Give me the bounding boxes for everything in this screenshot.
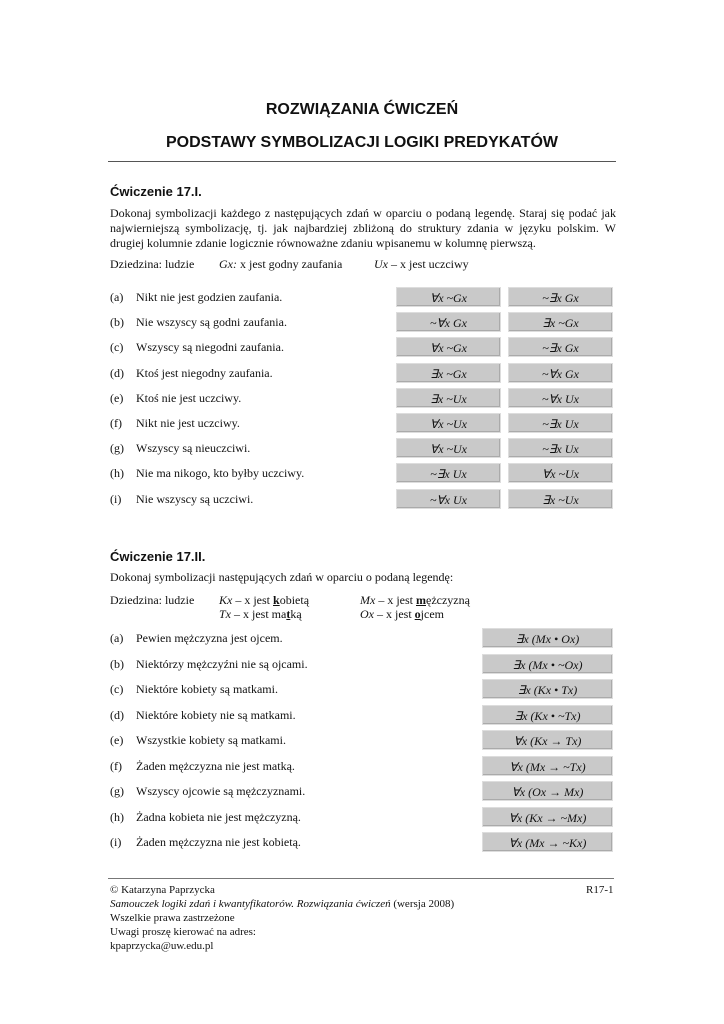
ex1-instructions: Dokonaj symbolizacji każdego z następujących zdań w oparciu o podaną legendę. Staraj się podać jak najwierniejszą symbolizację, tj. jak najbardziej zbliżoną do struktury zdania w języku polskim. W drugiej kolumnie zdanie logicznie równoważne zdaniu wpisanemu w kolumnę pierwszą. (110, 206, 616, 250)
footer-copyright: © Katarzyna Paprzycka (110, 884, 215, 896)
footer-page-number: R17-1 (586, 884, 614, 896)
ex2-instructions: Dokonaj symbolizacji następujących zdań w oparciu o podaną legendę: (110, 570, 454, 584)
formula-cell: ∃x (Mx • ~Ox) (482, 654, 613, 674)
formula-cell: ∃x (Kx • Tx) (482, 679, 613, 699)
formula-cell-col1: ~∀x Gx (396, 312, 501, 332)
table-row (110, 363, 390, 383)
row-label: (h) (110, 809, 124, 824)
formula-cell: ∀x (Kx → Tx) (482, 730, 613, 750)
row-label: (c) (110, 340, 124, 355)
formula-cell: ∃x (Mx • Ox) (482, 628, 613, 648)
formula-cell: ∀x (Mx → ~Kx) (482, 832, 613, 852)
row-sentence: Ktoś jest niegodny zaufania. (136, 365, 273, 380)
formula-cell-col1: ∀x ~Gx (396, 337, 501, 357)
ex1-legend-g (219, 257, 342, 272)
ex1-legend-u (374, 257, 469, 272)
ex2-legend-o-rest: jcem (420, 607, 444, 621)
table-row (110, 756, 470, 776)
formula-cell-col2: ~∀x Ux (508, 388, 613, 408)
ex2-legend-k-symbol: Kx (219, 593, 233, 607)
row-label: (f) (110, 758, 122, 773)
row-sentence: Żaden mężczyzna nie jest kobietą. (136, 835, 301, 849)
page-title: ROZWIĄZANIA ĆWICZEŃ (265, 101, 459, 118)
formula-cell-col1: ~∀x Ux (396, 489, 501, 509)
formula-cell: ∀x (Mx → ~Tx) (482, 756, 613, 776)
row-sentence: Pewien mężczyzna jest ojcem. (136, 631, 283, 645)
footer-book (110, 898, 454, 911)
table-row (110, 312, 390, 332)
row-label: (d) (110, 707, 124, 722)
ex2-legend-k-key: k (273, 593, 280, 607)
row-sentence: Ktoś nie jest uczciwy. (136, 390, 242, 405)
table-row (110, 832, 470, 852)
table-row (110, 337, 390, 357)
table-row (110, 781, 470, 801)
ex2-legend-m-key: m (416, 593, 426, 607)
footer-contact: Uwagi proszę kierować na adres: (110, 926, 256, 938)
ex2-legend-m-text: – x jest (375, 593, 416, 607)
row-label: (h) (110, 466, 124, 481)
ex2-legend-k (219, 593, 309, 608)
row-label: (c) (110, 682, 124, 696)
row-label: (f) (110, 416, 122, 430)
formula-cell-col2: ~∃x Gx (508, 337, 613, 357)
row-sentence: Nie ma nikogo, kto byłby uczciwy. (136, 466, 305, 481)
table-row (110, 679, 470, 699)
formula-cell-col2: ~∃x Ux (508, 413, 613, 433)
table-row (110, 628, 470, 648)
footer-version: (wersja 2008) (390, 898, 455, 910)
formula-cell-col1: ∃x ~Ux (396, 388, 501, 408)
row-sentence: Nikt nie jest uczciwy. (136, 416, 240, 430)
row-sentence: Niektóre kobiety nie są matkami. (136, 707, 296, 722)
ex2-legend-o (360, 607, 444, 622)
footer-book-title: Samouczek logiki zdań i kwantyfikatorów. Rozwiązania ćwiczeń (110, 898, 391, 910)
row-label: (e) (110, 733, 124, 747)
row-label: (i) (110, 835, 122, 849)
row-sentence: Żadna kobieta nie jest mężczyzną. (136, 809, 301, 824)
ex2-legend-t (219, 607, 302, 622)
table-row (110, 463, 390, 483)
formula-cell-col2: ∃x ~Ux (508, 489, 613, 509)
ex1-legend-u-symbol: Ux (374, 257, 388, 271)
formula-cell-col1: ∀x ~Ux (396, 438, 501, 458)
formula-cell-col1: ∀x ~Ux (396, 413, 501, 433)
row-sentence: Nikt nie jest godzien zaufania. (136, 290, 283, 304)
row-label: (b) (110, 656, 124, 671)
row-sentence: Niektórzy mężczyźni nie są ojcami. (136, 656, 308, 671)
table-row (110, 489, 390, 509)
formula-cell: ∀x (Ox → Mx) (482, 781, 613, 801)
table-row (110, 438, 390, 458)
ex2-heading: Ćwiczenie 17.II. (110, 549, 206, 564)
footer-divider (108, 878, 614, 879)
ex2-legend-t-key: t (286, 607, 291, 621)
row-sentence: Niektóre kobiety są matkami. (136, 682, 278, 696)
formula-cell-col2: ∀x ~Ux (508, 463, 613, 483)
formula-cell-col1: ∀x ~Gx (396, 287, 501, 307)
row-sentence: Wszyscy są nieuczciwi. (136, 441, 251, 456)
formula-cell-col1: ∃x ~Gx (396, 363, 501, 383)
row-label: (g) (110, 784, 124, 798)
formula-cell: ∀x (Kx → ~Mx) (482, 807, 613, 827)
ex1-legend-domain: Dziedzina: ludzie (110, 257, 195, 271)
row-label: (i) (110, 491, 122, 506)
table-row (110, 705, 470, 725)
ex2-legend-k-text: – x jest (232, 593, 274, 607)
ex2-legend-t-text: – x jest ma (231, 607, 287, 621)
ex2-legend-m (360, 593, 470, 608)
row-label: (a) (110, 290, 124, 304)
ex2-legend-k-rest: obietą (279, 593, 310, 607)
row-label: (e) (110, 390, 124, 405)
ex1-legend-g-definition: x jest godny zaufania (237, 257, 343, 271)
ex2-legend-domain: Dziedzina: ludzie (110, 593, 195, 607)
row-sentence: Nie wszyscy są godni zaufania. (136, 315, 287, 330)
row-sentence: Nie wszyscy są uczciwi. (136, 491, 254, 506)
row-sentence: Wszyscy są niegodni zaufania. (136, 340, 284, 355)
row-sentence: Wszyscy ojcowie są mężczyznami. (136, 784, 306, 798)
table-row (110, 807, 470, 827)
ex1-legend-u-definition: – x jest uczciwy (388, 257, 469, 271)
page-subtitle: PODSTAWY SYMBOLIZACJI LOGIKI PREDYKATÓW (165, 134, 558, 151)
footer-email[interactable]: kpaprzycka@uw.edu.pl (110, 940, 214, 952)
ex1-legend-g-symbol: Gx: (219, 257, 237, 271)
ex2-legend-o-key: o (414, 607, 421, 621)
ex2-legend-o-text: – x jest (374, 607, 415, 621)
title-divider (108, 161, 616, 162)
formula-cell-col1: ~∃x Ux (396, 463, 501, 483)
formula-cell-col2: ~∀x Gx (508, 363, 613, 383)
ex2-legend-t-rest: ką (290, 607, 302, 621)
table-row (110, 654, 470, 674)
formula-cell: ∃x (Kx • ~Tx) (482, 705, 613, 725)
row-label: (g) (110, 441, 124, 456)
table-row (110, 413, 390, 433)
table-row (110, 287, 390, 307)
row-label: (a) (110, 631, 124, 645)
table-row (110, 730, 470, 750)
row-sentence: Żaden mężczyzna nie jest matką. (136, 758, 295, 773)
row-sentence: Wszystkie kobiety są matkami. (136, 733, 286, 747)
ex2-legend-o-symbol: Ox (360, 607, 374, 621)
ex1-heading: Ćwiczenie 17.I. (110, 184, 202, 199)
row-label: (b) (110, 315, 124, 330)
footer-rights: Wszelkie prawa zastrzeżone (110, 912, 235, 924)
formula-cell-col2: ∃x ~Gx (508, 312, 613, 332)
ex2-legend-m-symbol: Mx (360, 593, 376, 607)
ex2-legend-t-symbol: Tx (219, 607, 231, 621)
formula-cell-col2: ~∃x Gx (508, 287, 613, 307)
row-label: (d) (110, 365, 124, 380)
formula-cell-col2: ~∃x Ux (508, 438, 613, 458)
table-row (110, 388, 390, 408)
ex2-legend-m-rest: ężczyzną (426, 593, 470, 607)
